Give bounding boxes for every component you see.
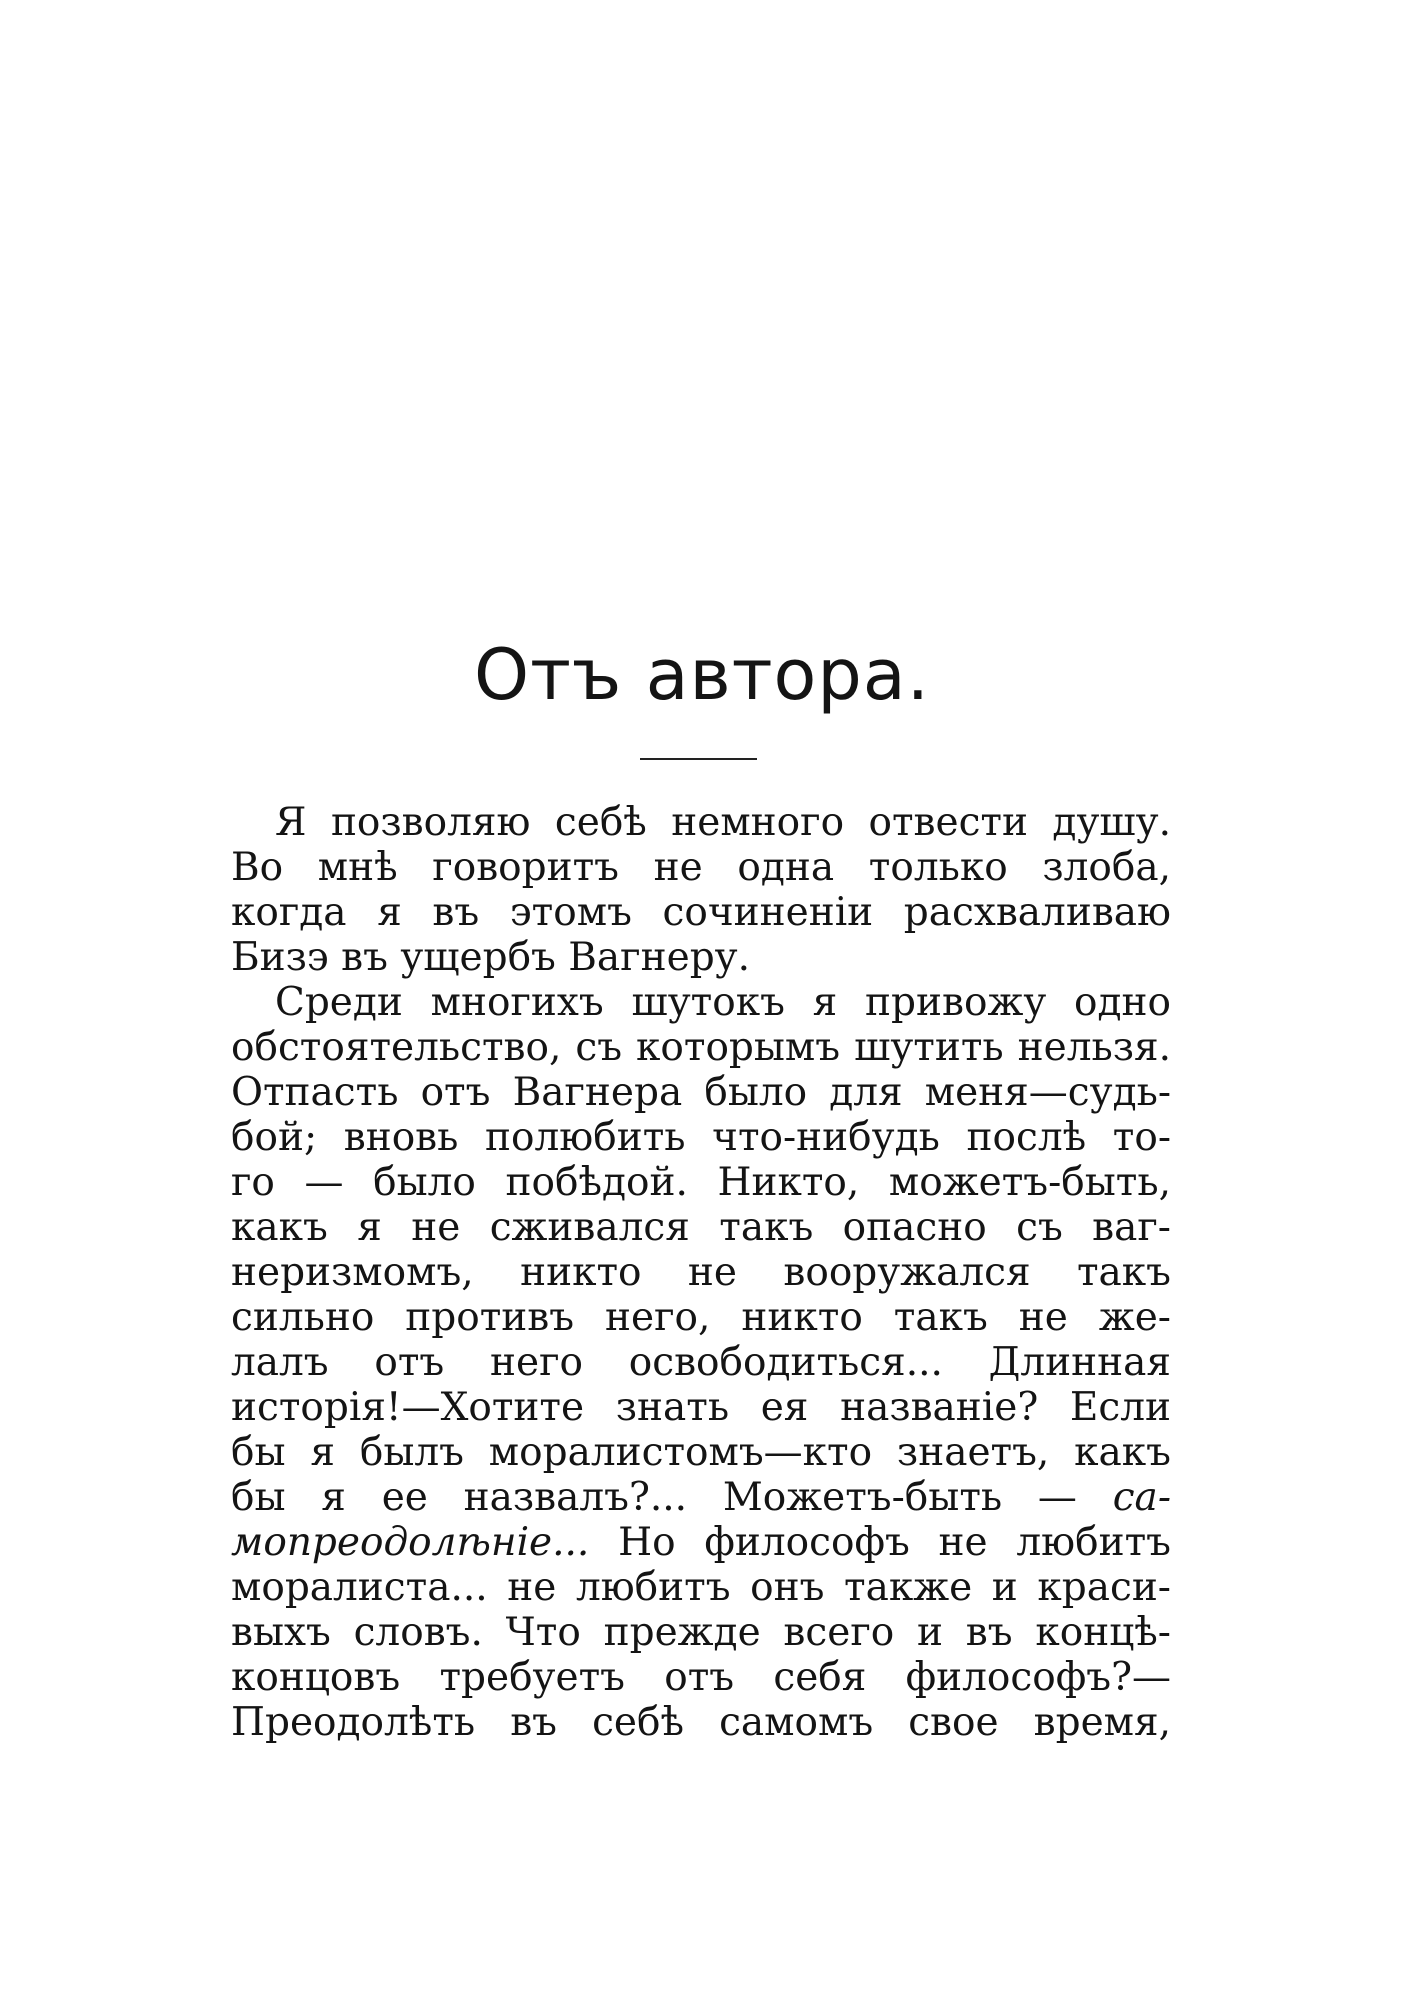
italic-segment: мопреодолѣніе... [231, 1520, 590, 1565]
text-line: Среди многихъ шутокъ я привожу одно [275, 980, 1171, 1025]
text-line: Я позволяю себѣ немного отвести душу. [275, 800, 1171, 845]
text-line: го — было побѣдой. Никто, можетъ-быть, [231, 1160, 1171, 1205]
text-segment: Но философъ не любитъ [618, 1520, 1171, 1565]
text-line: бы я былъ моралистомъ—кто знаетъ, какъ [231, 1430, 1171, 1475]
title-rule [640, 758, 757, 760]
body-text [231, 800, 1171, 1745]
text-line: Бизэ въ ущербъ Вагнеру. [231, 935, 750, 980]
text-line: неризмомъ, никто не вооружался такъ [231, 1250, 1171, 1295]
text-line: Преодолѣть въ себѣ самомъ свое время, [231, 1700, 1171, 1745]
text-line: моралиста... не любитъ онъ также и краси- [231, 1565, 1171, 1610]
text-segment: бы я ее назвалъ?... Можетъ-быть — [231, 1475, 1077, 1520]
text-line: исторія!—Хотите знать ея названіе? Если [231, 1385, 1171, 1430]
italic-segment: са- [1112, 1475, 1171, 1520]
text-line: выхъ словъ. Что прежде всего и въ концѣ- [231, 1610, 1171, 1655]
text-line-mixed [231, 1475, 1171, 1520]
text-line: когда я въ этомъ сочиненіи расхваливаю [231, 890, 1171, 935]
text-line: лалъ отъ него освободиться... Длинная [231, 1340, 1171, 1385]
text-line-mixed [231, 1520, 1171, 1565]
text-line: обстоятельство, съ которымъ шутить нельзя. [231, 1025, 1171, 1070]
text-line: сильно противъ него, никто такъ не же- [231, 1295, 1171, 1340]
page-title: Отъ автора. [474, 634, 930, 716]
text-line: Во мнѣ говоритъ не одна только злоба, [231, 845, 1171, 890]
text-line: концовъ требуетъ отъ себя философъ?— [231, 1655, 1171, 1700]
text-line: Отпасть отъ Вагнера было для меня—судь- [231, 1070, 1171, 1115]
text-line: бой; вновь полюбить что-нибудь послѣ то- [231, 1115, 1171, 1160]
text-line: какъ я не сживался такъ опасно съ ваг- [231, 1205, 1171, 1250]
